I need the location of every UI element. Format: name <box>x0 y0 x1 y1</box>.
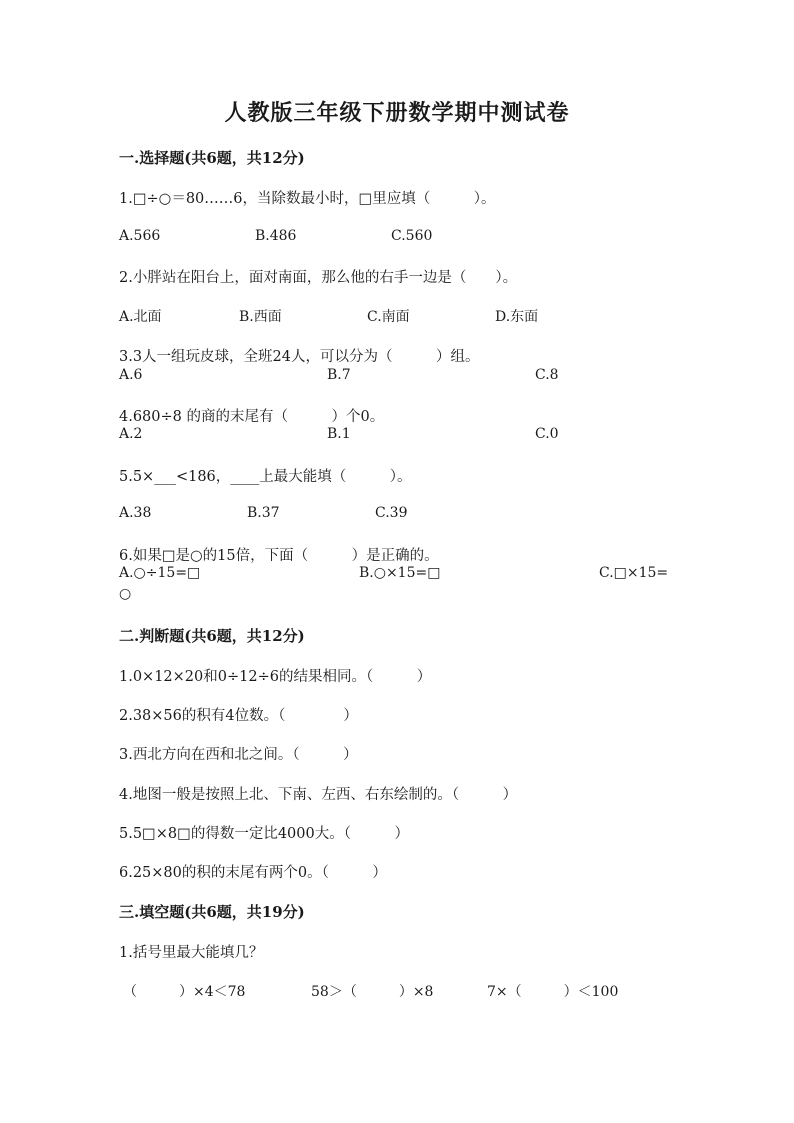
option-c: C.560 <box>391 228 433 244</box>
option-c: C.□×15= <box>599 565 669 581</box>
judgement-item: 1.0×12×20和0÷12÷6的结果相同。（ ） <box>119 669 432 685</box>
option-b: B.486 <box>255 228 297 244</box>
judgement-item: 3.西北方向在西和北之间。（ ） <box>119 747 358 763</box>
option-a: A.38 <box>119 505 152 521</box>
section-heading-choice: 一.选择题(共6题，共12分) <box>119 149 305 167</box>
judgement-item: 4.地图一般是按照上北、下南、左西、右东绘制的。（ ） <box>119 787 518 803</box>
option-c: C.南面 <box>367 309 410 325</box>
question-text: 1.□÷○＝80……6，当除数最小时，□里应填（ ）。 <box>119 191 496 207</box>
option-c: C.8 <box>535 367 559 383</box>
judgement-item: 6.25×80的积的末尾有两个0。（ ） <box>119 865 387 881</box>
option-b: B.○×15=□ <box>359 565 441 581</box>
judgement-item: 2.38×56的积有4位数。（ ） <box>119 708 358 724</box>
option-b: B.西面 <box>239 309 282 325</box>
fill-expression-2: 58＞（ ）×8 <box>311 984 434 1000</box>
option-c-continuation: ○ <box>119 586 132 602</box>
option-a: A.北面 <box>119 309 162 325</box>
judgement-item: 5.5□×8□的得数一定比4000大。（ ） <box>119 826 409 842</box>
question-text: 3.3人一组玩皮球，全班24人，可以分为（ ）组。 <box>119 349 480 365</box>
option-a: A.6 <box>119 367 143 383</box>
question-text: 6.如果□是○的15倍，下面（ ）是正确的。 <box>119 548 439 564</box>
option-d: D.东面 <box>495 309 539 325</box>
option-b: B.1 <box>327 426 351 442</box>
question-text: 5.5×___<186，____上最大能填（ ）。 <box>119 469 412 485</box>
option-c: C.0 <box>535 426 559 442</box>
page-title: 人教版三年级下册数学期中测试卷 <box>224 100 570 126</box>
section-heading-fill: 三.填空题(共6题，共19分) <box>119 903 305 921</box>
option-b: B.37 <box>247 505 280 521</box>
option-a: A.○÷15=□ <box>119 565 201 581</box>
section-heading-judgement: 二.判断题(共6题，共12分) <box>119 627 305 645</box>
fill-expression-1: （ ）×4＜78 <box>123 984 246 1000</box>
question-text: 4.680÷8 的商的末尾有（ ）个0。 <box>119 409 385 425</box>
fill-expression-3: 7×（ ）＜100 <box>487 984 619 1000</box>
question-text: 1.括号里最大能填几？ <box>119 945 264 961</box>
option-a: A.2 <box>119 426 143 442</box>
option-c: C.39 <box>375 505 408 521</box>
question-text: 2.小胖站在阳台上，面对南面，那么他的右手一边是（ ）。 <box>119 270 518 286</box>
option-b: B.7 <box>327 367 351 383</box>
option-a: A.566 <box>119 228 161 244</box>
